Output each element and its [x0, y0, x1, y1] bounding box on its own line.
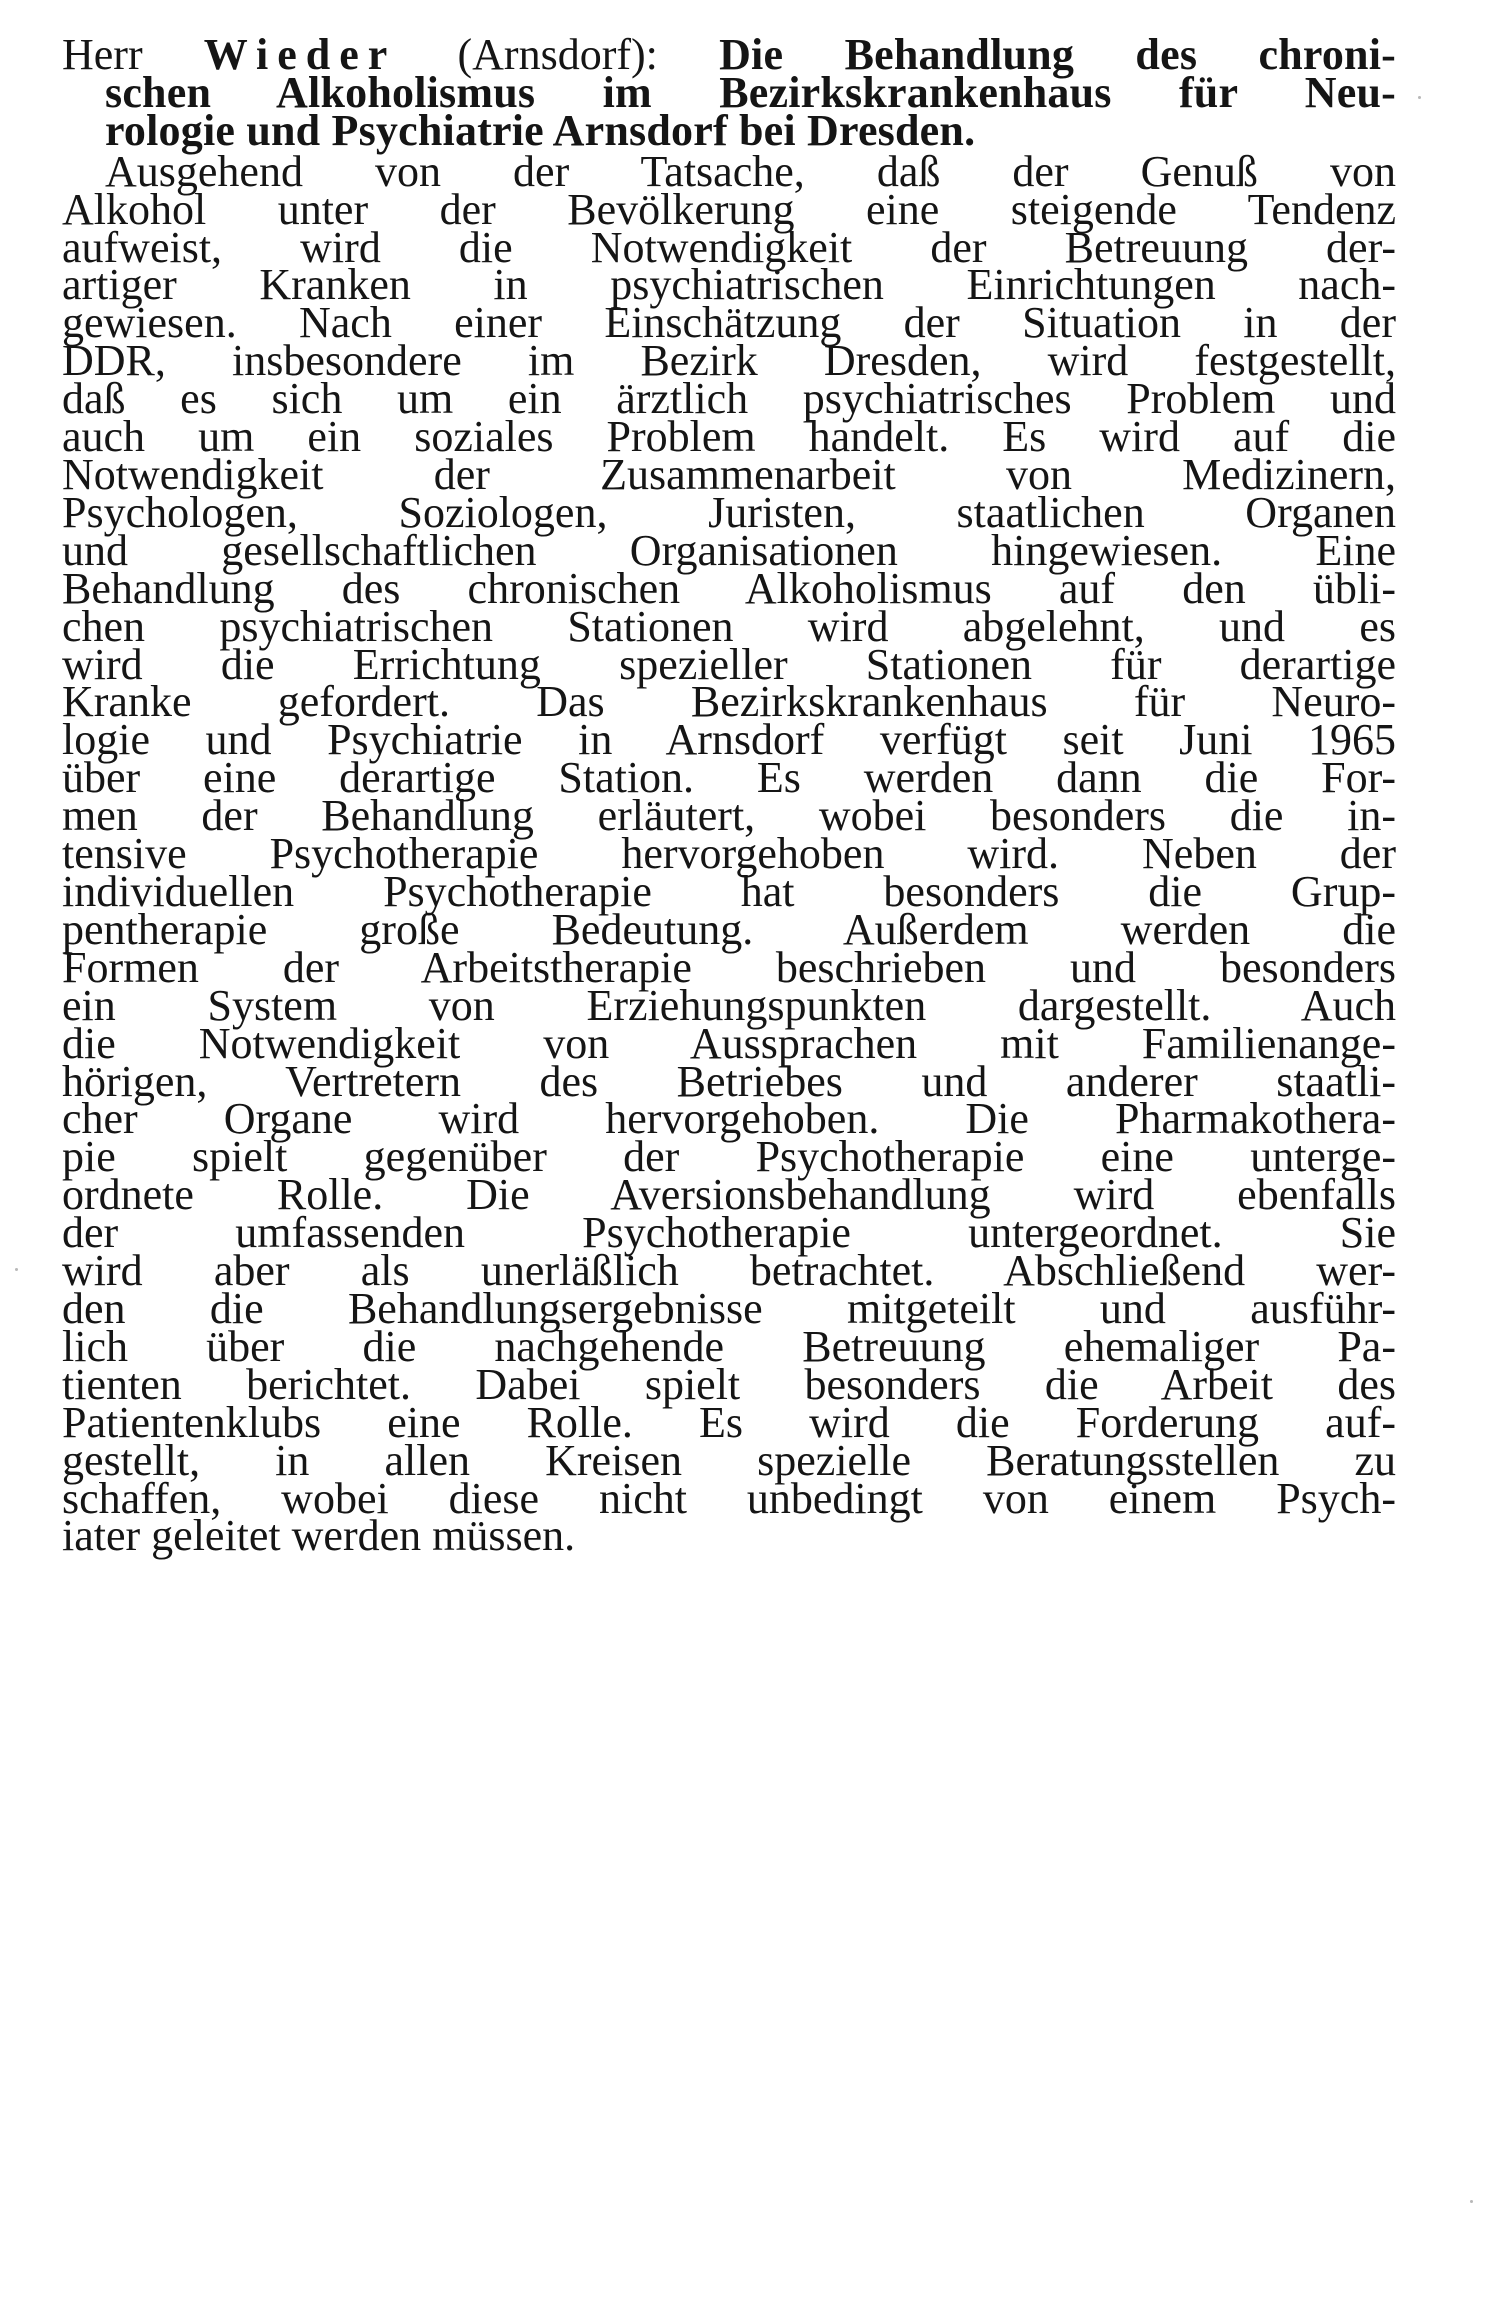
body-line: iater geleitet werden müssen.: [62, 1511, 576, 1560]
body-line: gewiesen. Nach einer Einschätzung der Situation in der: [62, 298, 1396, 347]
body-line: Patientenklubs eine Rolle. Es wird die Forderung auf-: [62, 1398, 1396, 1447]
body-line: tienten berichtet. Dabei spielt besonders die Arbeit des: [62, 1360, 1396, 1409]
title-part-1: Die Behandlung des chroni-: [719, 30, 1397, 79]
body-line: daß es sich um ein ärztlich psychiatrisches Problem und: [62, 374, 1396, 423]
body-line: auch um ein soziales Problem handelt. Es wird auf die: [62, 412, 1396, 461]
speaker-name: Wieder: [203, 30, 397, 79]
body-line: men der Behandlung erläutert, wobei besonders die in-: [62, 791, 1396, 840]
scan-speck: [15, 1268, 18, 1271]
body-line: Notwendigkeit der Zusammenarbeit von Medizinern,: [62, 450, 1396, 499]
body-line: wird die Errichtung spezieller Stationen für derartige: [62, 640, 1396, 689]
scan-speck: [1418, 96, 1421, 99]
body-line: hörigen, Vertretern des Betriebes und anderer staatli-: [62, 1057, 1396, 1106]
body-line: ordnete Rolle. Die Aversionsbehandlung wird ebenfalls: [62, 1170, 1396, 1219]
body-line: die Notwendigkeit von Aussprachen mit Familienange-: [62, 1019, 1396, 1068]
body-line: Behandlung des chronischen Alkoholismus auf den übli-: [62, 564, 1396, 613]
body-line: DDR, insbesondere im Bezirk Dresden, wird festgestellt,: [62, 336, 1396, 385]
body-line: über eine derartige Station. Es werden dann die For-: [62, 753, 1396, 802]
body-line: cher Organe wird hervorgehoben. Die Pharmakothera-: [62, 1094, 1396, 1143]
body-line: gestellt, in allen Kreisen spezielle Beratungsstellen zu: [62, 1436, 1396, 1485]
body-line: aufweist, wird die Notwendigkeit der Betreuung der-: [62, 223, 1396, 272]
body-line: schaffen, wobei diese nicht unbedingt von einem Psych-: [62, 1474, 1396, 1523]
body-line: Formen der Arbeitstherapie beschrieben und besonders: [62, 943, 1396, 992]
title-line-3: rologie und Psychiatrie Arnsdorf bei Dresden.: [105, 106, 976, 155]
body-line: wird aber als unerläßlich betrachtet. Abschließend wer-: [62, 1246, 1396, 1295]
body-line: Ausgehend von der Tatsache, daß der Genuß von: [105, 147, 1396, 196]
body-line: Kranke gefordert. Das Bezirkskrankenhaus für Neuro-: [62, 677, 1396, 726]
body-line: pie spielt gegenüber der Psychotherapie eine unterge-: [62, 1132, 1396, 1181]
scan-speck: [1470, 2200, 1473, 2203]
body-line: Alkohol unter der Bevölkerung eine steigende Tendenz: [62, 185, 1396, 234]
body-line: logie und Psychiatrie in Arnsdorf verfügt seit Juni 1965: [62, 715, 1396, 764]
body-line: den die Behandlungsergebnisse mitgeteilt und ausführ-: [62, 1284, 1396, 1333]
body-line: pentherapie große Bedeutung. Außerdem werden die: [62, 905, 1396, 954]
body-line: artiger Kranken in psychiatrischen Einrichtungen nach-: [62, 260, 1396, 309]
body-line: ein System von Erziehungspunkten dargestellt. Auch: [62, 981, 1396, 1030]
body-line: individuellen Psychotherapie hat besonders die Grup-: [62, 867, 1396, 916]
title-line-2: schen Alkoholismus im Bezirkskrankenhaus für Neu-: [105, 68, 1396, 117]
body-line: und gesellschaftlichen Organisationen hingewiesen. Eine: [62, 526, 1396, 575]
body-line: lich über die nachgehende Betreuung ehemaliger Pa-: [62, 1322, 1396, 1371]
speaker-affiliation: (Arnsdorf):: [457, 30, 658, 79]
speaker-prefix: Herr: [62, 30, 143, 79]
body-line: Psychologen, Soziologen, Juristen, staatlichen Organen: [62, 488, 1396, 537]
body-line: der umfassenden Psychotherapie untergeordnet. Sie: [62, 1208, 1396, 1257]
body-line: tensive Psychotherapie hervorgehoben wird. Neben der: [62, 829, 1396, 878]
body-line: chen psychiatrischen Stationen wird abgelehnt, und es: [62, 602, 1396, 651]
